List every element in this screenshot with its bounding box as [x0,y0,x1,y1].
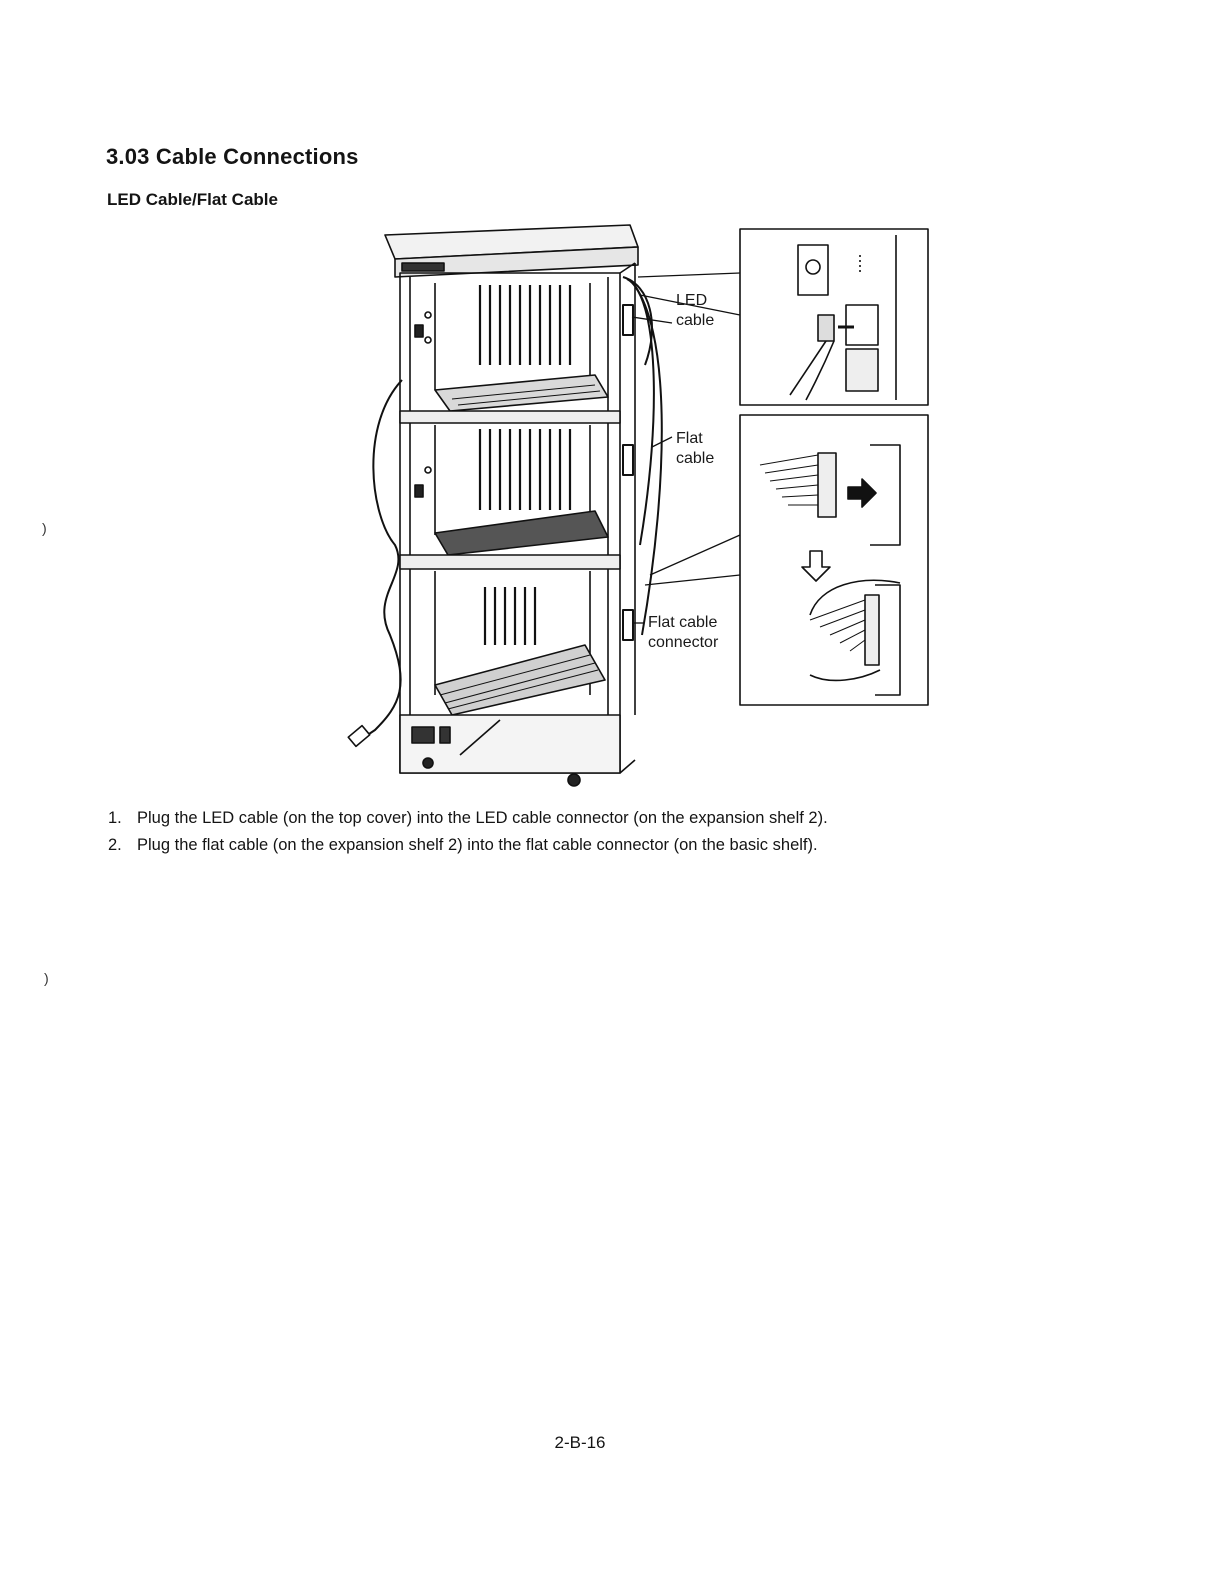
callout-connector-line2: connector [648,634,719,651]
cabinet-base [400,715,620,786]
step-text: Plug the flat cable (on the expansion shelf 2) into the flat cable connector (on the basic shelf). [137,836,818,854]
scan-artifact-mark: ) [44,970,49,986]
step-number: 1. [108,809,122,827]
callout-flat-line2: cable [676,450,715,467]
detail-led-connector [740,229,928,405]
section-title: 3.03 Cable Connections [106,144,359,169]
instruction-steps [108,808,908,862]
cabinet-figure [340,215,940,800]
instruction-step [108,808,908,829]
subsection-title: LED Cable/Flat Cable [107,190,278,209]
step-text: Plug the LED cable (on the top cover) into the LED cable connector (on the expansion shelf 2). [137,809,828,827]
callout-led-line2: cable [676,312,715,329]
right-cables [623,277,662,640]
step-number: 2. [108,836,122,854]
callout-led-line1: LED [676,292,708,309]
scan-artifact-mark: ) [42,520,47,536]
shelf-top [415,283,608,411]
shelf-bottom [435,571,605,715]
cabinet-illustration [340,215,940,800]
callout-led-cable [676,291,714,331]
page-number: 2-B-16 [554,1433,606,1452]
brand-logo [402,263,444,271]
callout-connector-line1: Flat cable [648,614,718,631]
detail-flat-connector [740,415,928,705]
instruction-step [108,835,908,856]
callout-flat-cable-connector [648,613,718,653]
callout-flat-line1: Flat [676,430,703,447]
shelf-middle [415,425,608,555]
top-cover [385,225,638,277]
callout-flat-cable [676,429,714,469]
